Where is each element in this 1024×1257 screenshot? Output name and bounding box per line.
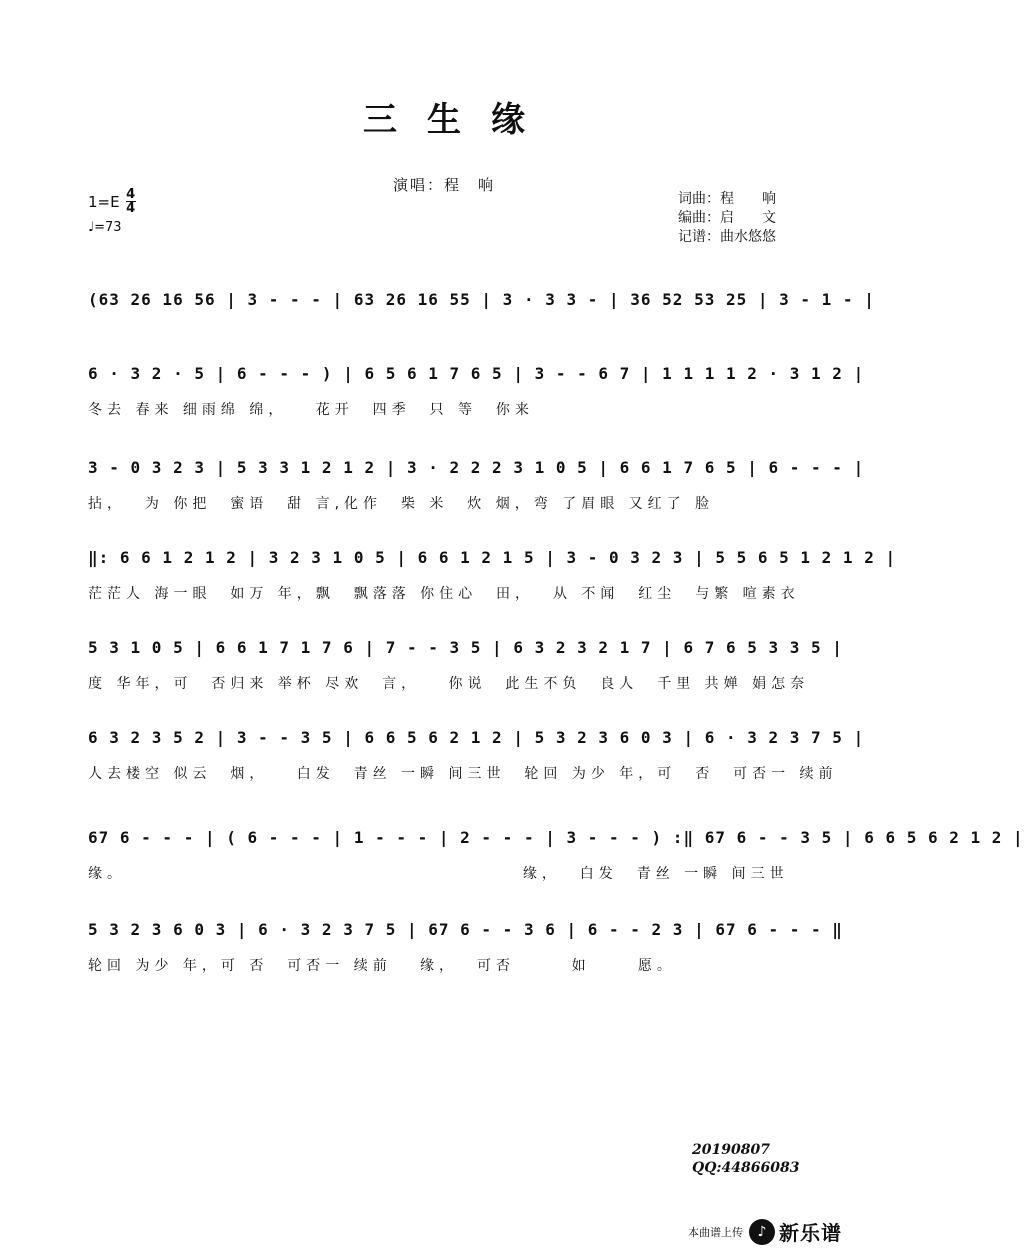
notation-row: 6 3 2 3 5 2 | 3 - - 3 5 | 6 6 5 6 2 1 2 | 5 3 2 3 6 0 3 | 6 · 3 2 3 7 5 | <box>88 728 865 747</box>
lyric-row: 冬去 春来 细雨绵 绵， 花开 四季 只 等 你来 <box>88 402 534 418</box>
staff-line-6 <box>88 718 865 786</box>
credit-transcription: 记谱：曲水悠悠 <box>678 229 776 245</box>
credits-block <box>678 190 776 247</box>
staff-line-8 <box>88 910 843 978</box>
key-text: 1=E <box>88 192 120 211</box>
notation-row: 5 3 2 3 6 0 3 | 6 · 3 2 3 7 5 | 67 6 - - 3 6 | 6 - - 2 3 | 67 6 - - - ‖ <box>88 920 843 939</box>
lyric-row: 茫茫人 海一眼 如万 年，飘 飘落落 你住心 田， 从 不闻 红尘 与繁 喧素衣 <box>88 586 800 602</box>
tempo-marking: ♩=73 <box>88 220 122 235</box>
transcription-date: 20190807 <box>692 1142 770 1158</box>
site-branding[interactable] <box>688 1217 842 1246</box>
notation-row: ‖: 6 6 1 2 1 2 | 3 2 3 1 0 5 | 6 6 1 2 1 5 | 3 - 0 3 2 3 | 5 5 6 5 1 2 1 2 | <box>88 548 897 567</box>
notation-row: 67 6 - - - | ( 6 - - - | 1 - - - | 2 - - - | 3 - - - ) :‖ 67 6 - - 3 5 | 6 6 5 6 2 1 2 | <box>88 828 1024 847</box>
key-signature <box>88 188 136 215</box>
transcriber-qq: QQ:44866083 <box>692 1160 800 1176</box>
lyric-row: 人去楼空 似云 烟， 白发 青丝 一瞬 间三世 轮回 为少 年，可 否 可否一 续前 <box>88 766 838 782</box>
lyric-row: 轮回 为少 年，可 否 可否一 续前 缘， 可否 如 愿。 <box>88 958 676 974</box>
staff-line-2 <box>88 354 865 422</box>
lyric-row <box>88 324 808 348</box>
staff-line-4 <box>88 538 897 606</box>
notation-row: 3 - 0 3 2 3 | 5 3 3 1 2 1 2 | 3 · 2 2 2 3 1 0 5 | 6 6 1 7 6 5 | 6 - - - | <box>88 458 865 477</box>
credit-lyrics-music: 词曲：程 响 <box>678 191 776 207</box>
lyric-row: 度 华年，可 否归来 举杯 尽欢 言， 你说 此生不负 良人 千里 共婵 娟怎奈 <box>88 676 810 692</box>
time-bottom: 4 <box>126 201 136 216</box>
upload-text: 本曲谱上传 <box>688 1225 743 1239</box>
lyric-row: 拈， 为 你把 蜜语 甜 言,化作 柴 米 炊 烟，弯 了眉眼 又红了 脸 <box>88 496 715 512</box>
transcription-info <box>692 1141 800 1177</box>
notation-row: (63 26 16 56 | 3 - - - | 63 26 16 55 | 3 · 3 3 - | 36 52 53 25 | 3 - 1 - | <box>88 290 875 309</box>
notation-row: 6 · 3 2 · 5 | 6 - - - ) | 6 5 6 1 7 6 5 | 3 - - 6 7 | 1 1 1 1 2 · 3 1 2 | <box>88 364 865 383</box>
site-name: 新乐谱 <box>779 1221 842 1245</box>
credit-arrangement: 编曲：启 文 <box>678 210 776 226</box>
time-top: 4 <box>126 187 136 202</box>
music-note-icon: ♪ <box>749 1219 775 1245</box>
staff-line-3 <box>88 448 865 516</box>
singer-line: 演唱：程 响 <box>392 176 495 194</box>
staff-line-7 <box>88 818 1024 886</box>
staff-line-1 <box>88 280 875 348</box>
lyric-row: 缘。 缘， 白发 青丝 一瞬 间三世 <box>88 866 789 882</box>
staff-line-5 <box>88 628 843 696</box>
time-signature <box>126 188 136 215</box>
notation-row: 5 3 1 0 5 | 6 6 1 7 1 7 6 | 7 - - 3 5 | 6 3 2 3 2 1 7 | 6 7 6 5 3 3 5 | <box>88 638 843 657</box>
song-title: 三生缘 <box>363 100 555 140</box>
